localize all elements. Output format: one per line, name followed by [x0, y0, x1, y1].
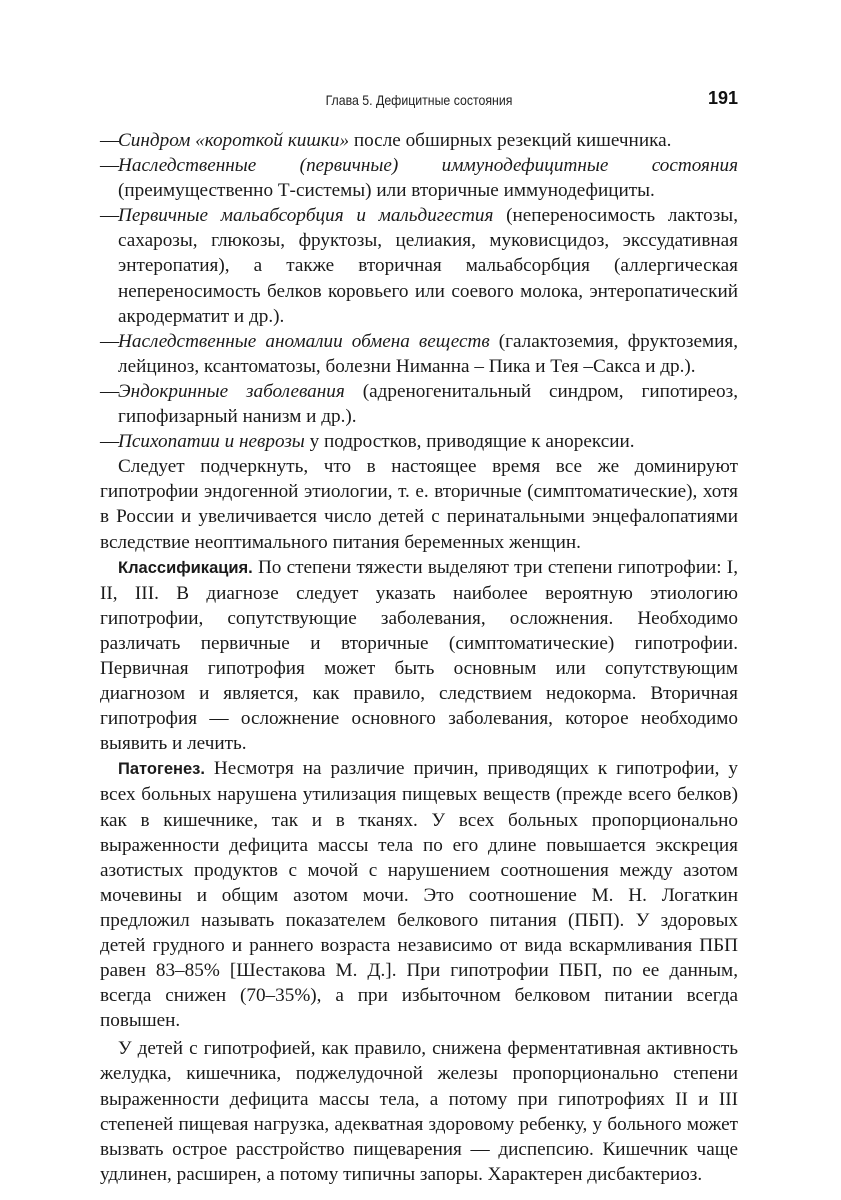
list-item	[100, 128, 738, 153]
list-item-term: Первичные мальабсорбция и мальдигестия	[118, 205, 494, 227]
list-item	[100, 329, 738, 379]
list-item	[100, 379, 738, 429]
list-item-text: (адреногенитальный синдром, гипотиреоз, гипофизарный нанизм и др.).	[118, 380, 738, 428]
list-item-text: (непереносимость лактозы, сахарозы, глюкозы, фруктозы, целиакия, муковисцидоз, экссудативная энтеропатия), а также вторичная мальабсорбция (аллергическая непереносимость белков коровьего или соевого молока, энтеропатический акродерматит и др.).	[118, 205, 738, 327]
list-item	[100, 153, 738, 203]
classification-paragraph	[100, 555, 738, 757]
list-item-term: Наследственные аномалии обмена веществ	[118, 330, 490, 352]
list-item-text: у подростков, приводящие к анорексии.	[304, 431, 635, 453]
running-header	[100, 88, 738, 112]
page-number: 191	[707, 88, 738, 108]
list-dash: —	[100, 130, 120, 151]
list-item-term: Наследственные (первичные) иммунодефицитные состояния	[118, 155, 738, 177]
list-dash: —	[100, 155, 120, 177]
list-item	[100, 429, 738, 454]
list-item	[100, 203, 738, 328]
page-body	[100, 128, 738, 1187]
chapter-title: Глава 5. Дефицитные состояния	[325, 92, 513, 108]
list-item-term: Синдром «короткой кишки»	[118, 130, 350, 151]
classification-text: По степени тяжести выделяют три степени гипотрофии: I, II, III. В диагнозе следует указать наиболее вероятную этиологию гипотрофии, сопутствующие заболевания, осложнения. Необходимо различать первичные и вторичные (симптоматические) гипотрофии. Первичная гипотрофия может быть основным или сопутствующим диагнозом и является, как правило, следствием недокорма. Вторичная гипотрофия — осложнение основного заболевания, которое необходимо выявить и лечить.	[100, 556, 738, 755]
pathogenesis-paragraph	[100, 756, 738, 1033]
enzymes-paragraph: У детей с гипотрофией, как правило, снижена ферментативная активность желудка, кишечника, поджелудочной железы пропорционально степени выраженности дефицита массы тела, а потому при гипотрофиях II и III степеней пищевая нагрузка, адекватная здоровому ребенку, у больного может вызвать острое расстройство пищеварения — диспепсию. Кишечник чаще удлинен, расширен, а потому типичны запоры. Характерен дисбактериоз.	[100, 1038, 738, 1185]
list-item-text: после обширных резекций кишечника.	[349, 130, 672, 151]
list-dash: —	[100, 205, 120, 227]
pathogenesis-heading: Патогенез.	[118, 760, 205, 779]
pathogenesis-text: Несмотря на различие причин, приводящих к гипотрофии, у всех больных нарушена утилизация пищевых веществ (прежде всего белков) как в кишечнике, так и в тканях. У всех больных пропорционально выраженности дефицита массы тела по его длине повышается экскреция азотистых продуктов с мочой с нарушением соотношения между азотом мочевины и общим азотом мочи. Это соотношение М. Н. Логаткин предложил называть показателем белкового питания (ПБП). У здоровых детей грудного и раннего возраста независимо от вида вскармливания ПБП равен 83–85% [Шестакова М. Д.]. При гипотрофии ПБП, по ее данным, всегда снижен (70–35%), а при избыточном белковом питании всегда повышен.	[100, 758, 738, 1032]
list-item-text: (преимущественно Т-системы) или вторичные иммунодефициты.	[118, 180, 655, 202]
summary-paragraph: Следует подчеркнуть, что в настоящее время все же доминируют гипотрофии эндогенной этиологии, т. е. вторичные (симптоматические), хотя в России и увеличивается число детей с перинатальными энцефалопатиями вследствие неоптимального питания беременных женщин.	[100, 456, 738, 553]
list-dash: —	[100, 431, 120, 453]
list-item-term: Психопатии и неврозы	[118, 431, 305, 453]
classification-heading: Классификация.	[118, 558, 253, 577]
list-dash: —	[100, 380, 120, 402]
list-dash: —	[100, 330, 120, 352]
list-item-text: (галактоземия, фруктоземия, лейциноз, ксантоматозы, болезни Ниманна – Пика и Тея –Сакса и др.).	[118, 330, 738, 377]
list-item-term: Эндокринные заболевания	[118, 380, 345, 402]
